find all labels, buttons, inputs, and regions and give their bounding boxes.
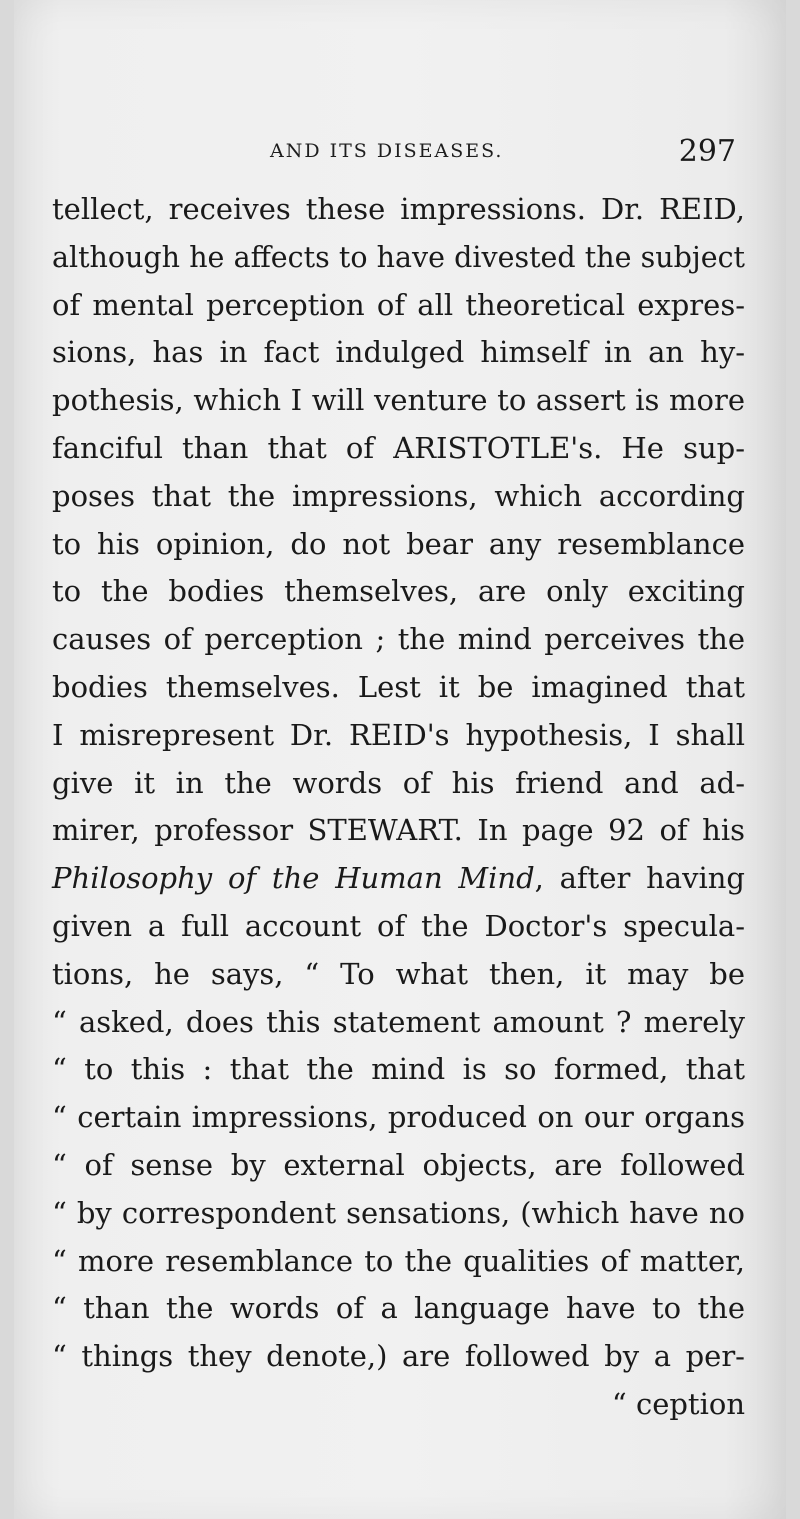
text-line: mirer, professor STEWART. In page 92 of his — [52, 813, 745, 848]
text-line: to the bodies themselves, are only exciting — [52, 574, 745, 609]
quoted-line: “ by correspondent sensations, (which have no — [52, 1195, 745, 1230]
catchword-line: “ ception — [611, 1386, 745, 1421]
text-line: I misrepresent Dr. REID's hypothesis, I shall — [52, 717, 745, 752]
quoted-line: “ things they denote,) are followed by a per- — [52, 1339, 745, 1374]
body-text — [52, 186, 745, 1429]
text-line-with-book-title: Philosophy of the Human Mind, after having — [52, 861, 745, 896]
quoted-line: “ more resemblance to the qualities of matter, — [52, 1243, 745, 1278]
page-number: 297 — [678, 134, 736, 169]
text-line: bodies themselves. Lest it be imagined that — [52, 669, 745, 704]
quoted-line: “ to this : that the mind is so formed, that — [52, 1052, 745, 1087]
quoted-line: “ certain impressions, produced on our organs — [52, 1100, 745, 1135]
text-line: poses that the impressions, which according — [52, 478, 745, 513]
page-header — [14, 134, 786, 176]
text-line: tellect, receives these impressions. Dr. REID, — [52, 192, 745, 226]
running-head: AND ITS DISEASES. — [270, 140, 504, 162]
book-page — [14, 0, 786, 1519]
text-line: pothesis, which I will venture to assert is more — [52, 383, 745, 418]
text-line: tions, he says, “ To what then, it may be — [52, 956, 745, 991]
text-line: fanciful than that of ARISTOTLE's. He sup- — [52, 430, 745, 465]
text-line: to his opinion, do not bear any resemblance — [52, 526, 745, 561]
text-line: causes of perception ; the mind perceives the — [52, 622, 745, 657]
text-line: although he affects to have divested the subject — [52, 240, 745, 274]
quoted-line: “ than the words of a language have to the — [52, 1291, 745, 1326]
book-title: Philosophy of the Human Mind — [52, 861, 535, 896]
text-line: give it in the words of his friend and ad- — [52, 765, 745, 800]
text-line: given a full account of the Doctor's specula- — [52, 908, 745, 943]
text-line: sions, has in fact indulged himself in an hy- — [52, 335, 745, 370]
quoted-line: “ of sense by external objects, are followed — [52, 1147, 745, 1182]
quoted-line: “ asked, does this statement amount ? merely — [52, 1004, 745, 1039]
text-line: of mental perception of all theoretical expres- — [52, 287, 745, 322]
